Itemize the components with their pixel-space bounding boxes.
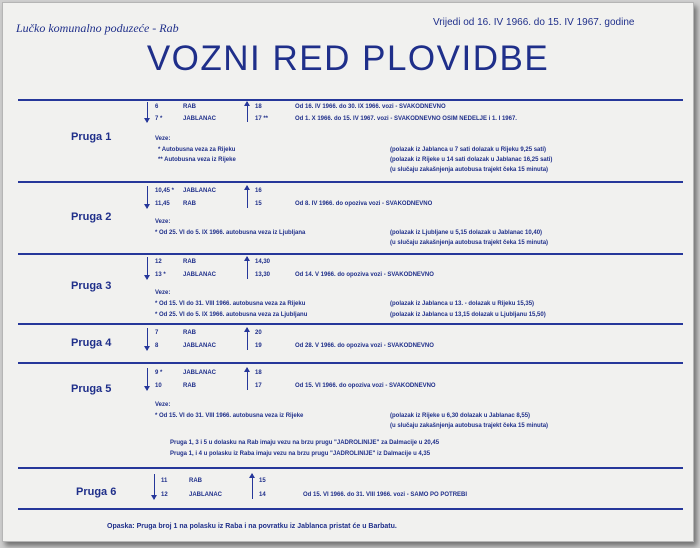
connection-detail: (polazak iz Rijeke u 14 sati dolazak u Jablanac 16,25 sati) xyxy=(390,157,553,163)
timetable-board xyxy=(2,2,694,542)
connection-item: * Od 15. VI do 31. VIII 1966. autobusna veza iz Rijeke xyxy=(155,413,304,419)
arrival-time: 13,30 xyxy=(255,272,271,278)
port-name: JABLANAC xyxy=(183,188,216,194)
divider xyxy=(18,99,683,101)
arrow-up-icon xyxy=(247,257,248,279)
connection-detail: (u slučaju zakašnjenja autobusa trajekt čeka 15 minuta) xyxy=(390,423,549,429)
port-name: JABLANAC xyxy=(183,272,216,278)
schedule-note: Od 1. X 1966. do 15. IV 1967. vozi - SVAKODNEVNO OSIM NEDELJE i 1. I 1967. xyxy=(295,116,517,122)
port-name: RAB xyxy=(183,259,196,265)
route-2-label: Pruga 2 xyxy=(71,211,112,223)
port-name: RAB xyxy=(183,383,196,389)
route-4-label: Pruga 4 xyxy=(71,337,112,349)
express-connection-note: Pruga 1, 3 i 5 u dolasku na Rab imaju vezu na brzu prugu "JADROLINIJE" za Dalmacije u 20,45 xyxy=(170,440,440,446)
arrival-time: 15 xyxy=(255,201,262,207)
validity-period: Vrijedi od 16. IV 1966. do 15. IV 1967. godine xyxy=(433,17,635,28)
port-name: JABLANAC xyxy=(189,492,222,498)
connection-detail: (polazak iz Jablanca u 13,15 dolazak u Ljubljanu 15,50) xyxy=(390,312,546,318)
divider xyxy=(18,181,683,183)
arrow-down-icon xyxy=(147,186,148,208)
arrow-up-icon xyxy=(247,368,248,390)
departure-time: 12 xyxy=(161,492,168,498)
schedule-note: Od 15. VI 1966. do 31. VIII 1966. vozi - SAMO PO POTREBI xyxy=(303,492,468,498)
schedule-note: Od 8. IV 1966. do opoziva vozi - SVAKODNEVNO xyxy=(295,201,433,207)
arrow-down-icon xyxy=(147,368,148,390)
company-name: Lučko komunalno poduzeće - Rab xyxy=(16,21,179,35)
arrival-time: 19 xyxy=(255,343,262,349)
arrival-time: 14 xyxy=(259,492,266,498)
departure-time: 8 xyxy=(155,343,159,349)
arrival-time: 16 xyxy=(255,188,262,194)
schedule-note: Od 28. V 1966. do opoziva vozi - SVAKODNEVNO xyxy=(295,343,434,349)
route-6-label: Pruga 6 xyxy=(76,486,117,498)
route-3-label: Pruga 3 xyxy=(71,280,112,292)
port-name: JABLANAC xyxy=(183,343,216,349)
divider xyxy=(18,253,683,255)
divider xyxy=(18,362,683,364)
port-name: JABLANAC xyxy=(183,370,216,376)
connection-detail: (u slučaju zakašnjenja autobusa trajekt čeka 15 minuta) xyxy=(390,167,549,173)
departure-time: 7 xyxy=(155,330,159,336)
departure-time: 10,45 * xyxy=(155,188,175,194)
divider xyxy=(18,467,683,469)
departure-time: 12 xyxy=(155,259,162,265)
divider xyxy=(18,508,683,510)
departure-time: 6 xyxy=(155,104,159,110)
arrow-down-icon xyxy=(147,257,148,279)
port-name: JABLANAC xyxy=(183,116,216,122)
connection-detail: (u slučaju zakašnjenja autobusa trajekt čeka 15 minuta) xyxy=(390,240,549,246)
arrival-time: 18 xyxy=(255,370,262,376)
connection-item: ** Autobusna veza iz Rijeke xyxy=(158,157,236,163)
arrow-up-icon xyxy=(247,186,248,208)
connections-label: Veze: xyxy=(155,219,171,225)
departure-time: 9 * xyxy=(155,370,163,376)
departure-time: 13 * xyxy=(155,272,166,278)
arrival-time: 14,30 xyxy=(255,259,271,265)
divider xyxy=(18,323,683,325)
arrival-time: 20 xyxy=(255,330,262,336)
arrival-time: 17 ** xyxy=(255,116,269,122)
arrow-up-icon xyxy=(247,102,248,122)
port-name: RAB xyxy=(183,330,196,336)
port-name: RAB xyxy=(183,104,196,110)
arrow-down-icon xyxy=(147,102,148,122)
express-connection-note: Pruga 1, i 4 u polasku iz Raba imaju vezu na brzu prugu "JADROLINIJE" iz Dalmacije u 4,35 xyxy=(170,451,431,457)
connections-label: Veze: xyxy=(155,402,171,408)
schedule-note: Od 16. IV 1966. do 30. IX 1966. vozi - SVAKODNEVNO xyxy=(295,104,446,110)
connection-item: * Od 15. VI do 31. VIII 1966. autobusna veza za Rijeku xyxy=(155,301,306,307)
port-name: RAB xyxy=(183,201,196,207)
arrival-time: 17 xyxy=(255,383,262,389)
connection-item: * Autobusna veza za Rijeku xyxy=(158,147,236,153)
footnote: Opaska: Pruga broj 1 na polasku iz Raba i na povratku iz Jablanca pristat će u Barbatu. xyxy=(107,523,397,530)
arrow-up-icon xyxy=(247,328,248,350)
connection-detail: (polazak iz Ljubljane u 5,15 dolazak u Jablanac 10,40) xyxy=(390,230,543,236)
connections-label: Veze: xyxy=(155,136,171,142)
arrow-down-icon xyxy=(154,474,155,499)
departure-time: 7 * xyxy=(155,116,163,122)
route-1-label: Pruga 1 xyxy=(71,131,112,143)
schedule-note: Od 15. VI 1966. do opoziva vozi - SVAKODNEVNO xyxy=(295,383,436,389)
route-5-label: Pruga 5 xyxy=(71,383,112,395)
connection-item: * Od 25. VI do 5. IX 1966. autobusna veza za Ljubljanu xyxy=(155,312,308,318)
connection-item: * Od 25. VI do 5. IX 1966. autobusna veza iz Ljubljana xyxy=(155,230,306,236)
connection-detail: (polazak iz Jablanca u 13. - dolazak u Rijeku 15,35) xyxy=(390,301,535,307)
arrival-time: 15 xyxy=(259,478,266,484)
port-name: RAB xyxy=(189,478,202,484)
connections-label: Veze: xyxy=(155,290,171,296)
connection-detail: (polazak iz Jablanca u 7 sati dolazak u Rijeku 9,25 sati) xyxy=(390,147,547,153)
page-title: VOZNI RED PLOVIDBE xyxy=(146,39,550,78)
arrival-time: 18 xyxy=(255,104,262,110)
departure-time: 10 xyxy=(155,383,162,389)
connection-detail: (polazak iz Rijeke u 6,30 dolazak u Jablanac 8,55) xyxy=(390,413,531,419)
departure-time: 11,45 xyxy=(155,201,170,207)
arrow-up-icon xyxy=(252,474,253,499)
departure-time: 11 xyxy=(161,478,168,484)
arrow-down-icon xyxy=(147,328,148,350)
schedule-note: Od 14. V 1966. do opoziva vozi - SVAKODNEVNO xyxy=(295,272,434,278)
